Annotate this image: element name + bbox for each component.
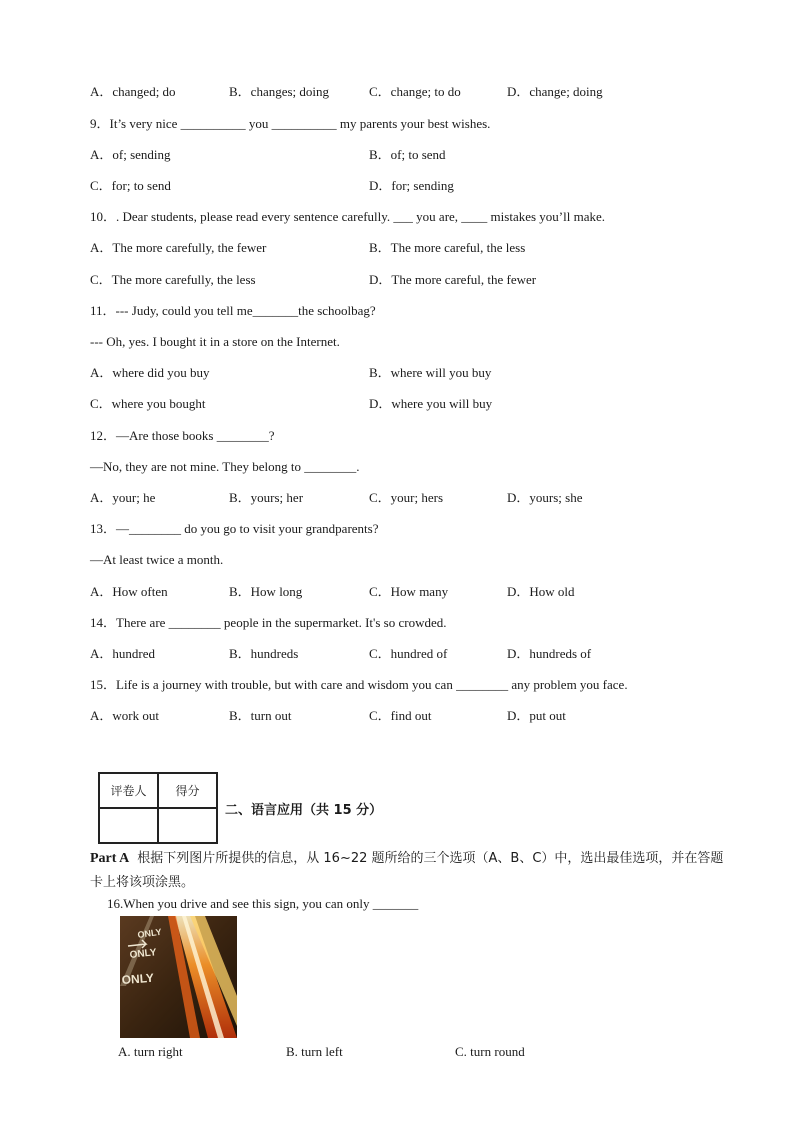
q13-stem: 13．—________ do you go to visit your grandparents? xyxy=(90,521,379,536)
grader-cell xyxy=(99,808,158,843)
q8-option-b: B．changes; doing xyxy=(229,84,330,99)
q13-reply: —At least twice a month. xyxy=(90,552,224,567)
section-title: 二、语言应用（共 15 分） xyxy=(225,803,383,818)
q16-stem: 16.When you drive and see this sign, you can only _______ xyxy=(107,896,419,911)
q12-option-c: C．your; hers xyxy=(369,490,444,505)
score-cell xyxy=(158,808,217,843)
photo-text-1: ONLY xyxy=(136,926,163,940)
q9-option-a: A．of; sending xyxy=(90,147,171,162)
q13-option-a: A．How often xyxy=(90,584,168,599)
q8-option-d: D．change; doing xyxy=(507,84,603,99)
q12-option-a: A．your; he xyxy=(90,490,156,505)
q11-stem: 11．--- Judy, could you tell me_______the schoolbag? xyxy=(90,303,376,318)
q15-option-c: C．find out xyxy=(369,708,432,723)
part-a-instruction xyxy=(90,847,730,895)
q11-option-a: A．where did you buy xyxy=(90,365,210,380)
photo-text-3: ONLY xyxy=(121,970,155,987)
score-header: 得分 xyxy=(158,773,217,808)
q10-option-d: D．The more careful, the fewer xyxy=(369,272,537,287)
q11-reply: --- Oh, yes. I bought it in a store on the Internet. xyxy=(90,334,340,349)
q12-reply: —No, they are not mine. They belong to ________. xyxy=(90,459,360,474)
q8-option-c: C．change; to do xyxy=(369,84,461,99)
photo-text-2: ONLY xyxy=(129,947,158,961)
q14-stem: 14．There are ________ people in the supermarket. It's so crowded. xyxy=(90,615,447,630)
q11-option-c: C．where you bought xyxy=(90,396,206,411)
q14-option-b: B．hundreds xyxy=(229,646,299,661)
grader-header: 评卷人 xyxy=(99,773,158,808)
q12-option-b: B．yours; her xyxy=(229,490,304,505)
score-table xyxy=(98,772,218,844)
q10-option-b: B．The more careful, the less xyxy=(369,240,526,255)
q9-stem: 9．It’s very nice __________ you __________ my parents your best wishes. xyxy=(90,116,491,131)
q8-option-a: A．changed; do xyxy=(90,84,176,99)
q15-stem: 15．Life is a journey with trouble, but with care and wisdom you can ________ any problem you face. xyxy=(90,677,628,692)
q11-option-d: D．where you will buy xyxy=(369,396,493,411)
q12-option-d: D．yours; she xyxy=(507,490,583,505)
q9-option-d: D．for; sending xyxy=(369,178,454,193)
q9-option-c: C．for; to send xyxy=(90,178,171,193)
q10-option-a: A．The more carefully, the fewer xyxy=(90,240,267,255)
part-a-label: Part A xyxy=(90,851,130,866)
q16-option-c: C. turn round xyxy=(455,1044,525,1059)
q14-option-a: A．hundred xyxy=(90,646,155,661)
q16-option-a: A. turn right xyxy=(118,1044,183,1059)
q15-option-b: B．turn out xyxy=(229,708,292,723)
q15-option-a: A．work out xyxy=(90,708,159,723)
q9-option-b: B．of; to send xyxy=(369,147,446,162)
q14-option-c: C．hundred of xyxy=(369,646,448,661)
q12-stem: 12．—Are those books ________? xyxy=(90,428,275,443)
q13-option-d: D．How old xyxy=(507,584,575,599)
q11-option-b: B．where will you buy xyxy=(369,365,492,380)
q10-stem: 10．. Dear students, please read every sentence carefully. ___ you are, ____ mistakes you’ll make. xyxy=(90,209,606,224)
q16-option-b: B. turn left xyxy=(286,1044,343,1059)
part-a-text: 根据下列图片所提供的信息，从 16~22 题所给的三个选项（A、B、C）中，选出最佳选项，并在答题卡上将该项涂黑。 xyxy=(90,851,724,890)
q15-option-d: D．put out xyxy=(507,708,566,723)
q10-option-c: C．The more carefully, the less xyxy=(90,272,256,287)
q14-option-d: D．hundreds of xyxy=(507,646,592,661)
road-sign-photo xyxy=(120,916,237,1038)
q13-option-c: C．How many xyxy=(369,584,449,599)
q13-option-b: B．How long xyxy=(229,584,303,599)
